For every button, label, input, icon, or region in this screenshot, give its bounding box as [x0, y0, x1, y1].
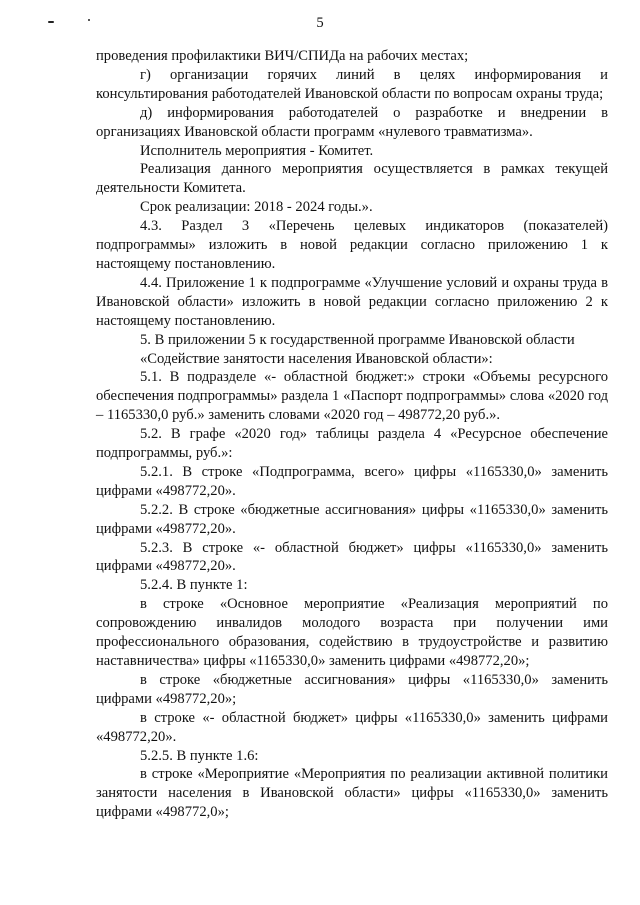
paragraph: Срок реализации: 2018 - 2024 годы.». [140, 199, 373, 216]
paragraph: в строке «- областной бюджет» цифры «1165330,0» заменить цифрами «498772,20». [96, 709, 608, 745]
document-body [96, 47, 608, 822]
paragraph: 5.2.1. В строке «Подпрограмма, всего» цифры «1165330,0» заменить цифрами «498772,20». [96, 463, 608, 499]
paragraph: Реализация данного мероприятия осуществляется в рамках текущей деятельности Комитета. [96, 161, 608, 197]
paragraph: 5.2.3. В строке «- областной бюджет» цифры «1165330,0» заменить цифрами «498772,20». [96, 539, 608, 575]
paragraph: в строке «бюджетные ассигнования» цифры «1165330,0» заменить цифрами «498772,20»; [96, 671, 608, 707]
paragraph: 5.2.5. В пункте 1.6: [140, 747, 259, 764]
paragraph: 4.4. Приложение 1 к подпрограмме «Улучшение условий и охраны труда в Ивановской области» изложить в новой редакции согласно приложению 2 к настоящему постановлению. [96, 274, 608, 329]
paragraph: 5. В приложении 5 к государственной программе Ивановской области [140, 331, 575, 348]
paragraph: Исполнитель мероприятия - Комитет. [140, 142, 374, 159]
paragraph: в строке «Основное мероприятие «Реализация мероприятий по сопровождению инвалидов молодого возраста при получении ими профессионального образования, содействию в трудоустройстве и развитию наставничества» цифры «1165330,0» заменить цифрами «498772,20»; [96, 596, 608, 669]
paragraph: в строке «Мероприятие «Мероприятия по реализации активной политики занятости населения в Ивановской области» цифры «1165330,0» заменить цифрами «498772,0»; [96, 766, 608, 821]
paragraph: д) информирования работодателей о разработке и внедрении в организациях Ивановской области программ «нулевого травматизма». [96, 104, 608, 140]
paragraph: 5.2.4. В пункте 1: [140, 577, 248, 594]
paragraph: «Содействие занятости населения Ивановской области»: [140, 350, 493, 367]
paragraph: 4.3. Раздел 3 «Перечень целевых индикаторов (показателей) подпрограммы» изложить в новой редакции согласно приложению 1 к настоящему постановлению. [96, 218, 608, 272]
paragraph: 5.2. В графе «2020 год» таблицы раздела 4 «Ресурсное обеспечение подпрограммы, руб.»: [96, 426, 608, 462]
paragraph: 5.1. В подразделе «- областной бюджет:» строки «Объемы ресурсного обеспечения подпрограммы» раздела 1 «Паспорт подпрограммы» слова «2020 год – 1165330,0 руб.» заменить словами «2020 год – 498772,20 руб.». [96, 369, 608, 424]
paragraph: г) организации горячих линий в целях информирования и консультирования работодателей Ивановской области по вопросам охраны труда; [96, 66, 608, 102]
paragraph: 5.2.2. В строке «бюджетные ассигнования» цифры «1165330,0» заменить цифрами «498772,20». [96, 501, 608, 537]
paragraph: проведения профилактики ВИЧ/СПИДа на рабочих местах; [96, 48, 469, 64]
page-number: 5 [316, 15, 324, 31]
